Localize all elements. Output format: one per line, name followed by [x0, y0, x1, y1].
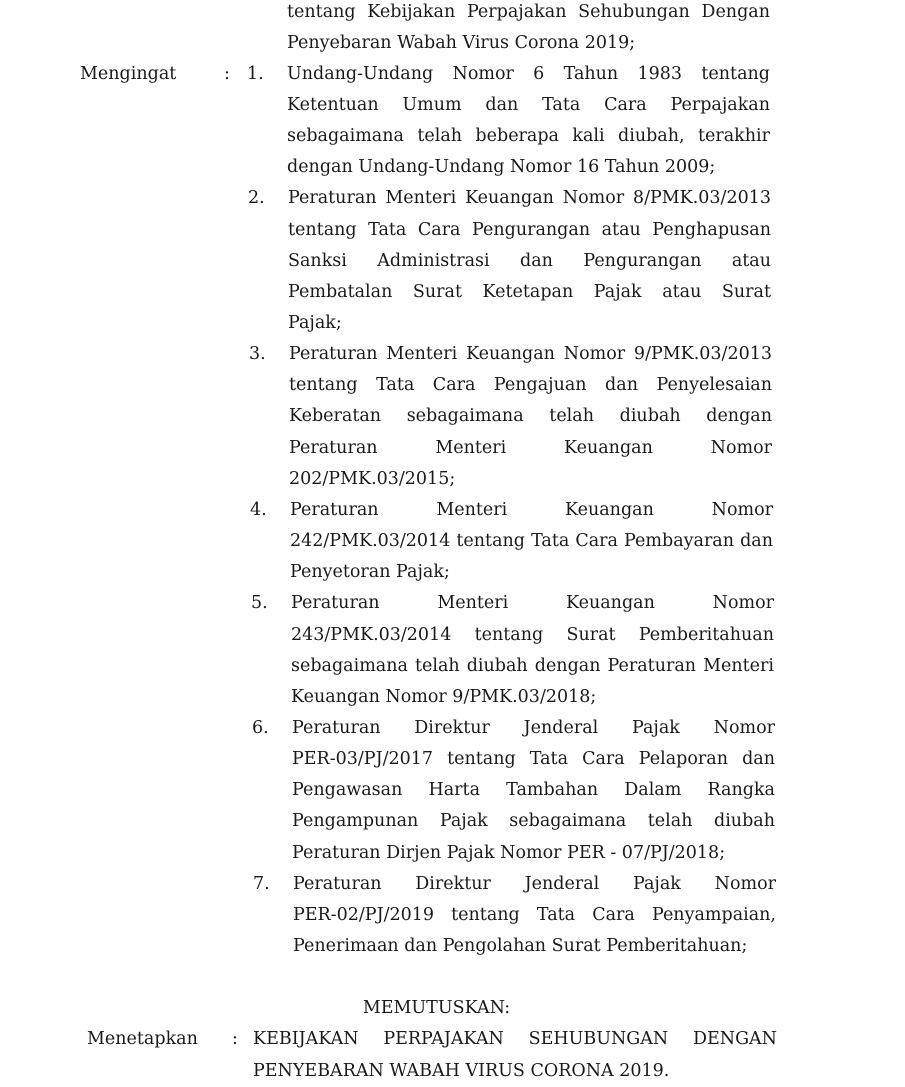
menetapkan-text-line: KEBIJAKAN PERPAJAKAN SEHUBUNGAN DENGAN	[253, 1029, 777, 1050]
intro-text-line: tentang Kebijakan Perpajakan Sehubungan Dengan	[287, 1, 770, 22]
list-item-number: 7.	[253, 873, 270, 894]
list-item-text-line: Ketentuan Umum dan Tata Cara Perpajakan	[287, 94, 770, 115]
list-item-text-line: Penerimaan dan Pengolahan Surat Pemberitahuan;	[293, 936, 748, 956]
menetapkan-text-line: PENYEBARAN WABAH VIRUS CORONA 2019.	[253, 1060, 670, 1081]
list-item-text-line: tentang Tata Cara Pengajuan dan Penyelesaian	[289, 375, 772, 396]
list-item-text-line: Pembatalan Surat Ketetapan Pajak atau Surat	[288, 281, 771, 302]
list-item-number: 3.	[249, 344, 266, 365]
list-item-text-line: PER-02/PJ/2019 tentang Tata Cara Penyampaian,	[293, 904, 776, 925]
label-colon: :	[232, 1029, 238, 1050]
list-item-number: 1.	[247, 63, 264, 84]
list-item-text-line: Penyetoran Pajak;	[290, 562, 450, 583]
list-item-text-line: Peraturan Menteri Keuangan Nomor	[291, 593, 774, 614]
list-item-text-line: 202/PMK.03/2015;	[289, 468, 456, 489]
list-item-text-line: Peraturan Direktur Jenderal Pajak Nomor	[293, 873, 776, 894]
list-item-number: 5.	[251, 593, 268, 614]
section-label-mengingat: Mengingat	[80, 63, 177, 84]
list-item-text-line: sebagaimana telah diubah dengan Peraturan Menteri	[291, 655, 774, 676]
label-colon: :	[224, 63, 230, 84]
list-item-text-line: Peraturan Dirjen Pajak Nomor PER - 07/PJ/2018;	[292, 842, 726, 863]
list-item-number: 6.	[252, 717, 269, 738]
list-item-text-line: 242/PMK.03/2014 tentang Tata Cara Pembayaran dan	[290, 531, 773, 552]
list-item-text-line: tentang Tata Cara Pengurangan atau Penghapusan	[288, 219, 771, 240]
list-item-text-line: dengan Undang-Undang Nomor 16 Tahun 2009;	[287, 157, 716, 178]
list-item-text-line: 243/PMK.03/2014 tentang Surat Pemberitahuan	[291, 624, 774, 645]
list-item-text-line: Peraturan Menteri Keuangan Nomor	[289, 437, 772, 458]
decision-heading: MEMUTUSKAN:	[362, 998, 511, 1019]
list-item-text-line: Peraturan Menteri Keuangan Nomor 8/PMK.03/2013	[288, 188, 771, 209]
list-item-text-line: Peraturan Menteri Keuangan Nomor	[290, 499, 773, 520]
list-item-number: 2.	[248, 188, 265, 209]
list-item-number: 4.	[250, 499, 267, 520]
list-item-text-line: Keuangan Nomor 9/PMK.03/2018;	[291, 686, 597, 707]
list-item-text-line: Peraturan Direktur Jenderal Pajak Nomor	[292, 717, 775, 738]
list-item-text-line: Pengawasan Harta Tambahan Dalam Rangka	[292, 780, 775, 801]
list-item-text-line: Keberatan sebagaimana telah diubah dengan	[289, 406, 772, 427]
list-item-text-line: Sanksi Administrasi dan Pengurangan atau	[288, 250, 771, 271]
list-item-text-line: Pajak;	[288, 313, 342, 333]
section-label-menetapkan: Menetapkan	[87, 1029, 198, 1050]
list-item-text-line: sebagaimana telah beberapa kali diubah, terakhir	[287, 126, 770, 147]
list-item-text-line: Peraturan Menteri Keuangan Nomor 9/PMK.03/2013	[289, 344, 772, 365]
list-item-text-line: PER-03/PJ/2017 tentang Tata Cara Pelaporan dan	[292, 749, 775, 770]
list-item-text-line: Undang-Undang Nomor 6 Tahun 1983 tentang	[287, 63, 770, 84]
list-item-text-line: Pengampunan Pajak sebagaimana telah diubah	[292, 811, 775, 832]
intro-text-line: Penyebaran Wabah Virus Corona 2019;	[287, 32, 636, 53]
